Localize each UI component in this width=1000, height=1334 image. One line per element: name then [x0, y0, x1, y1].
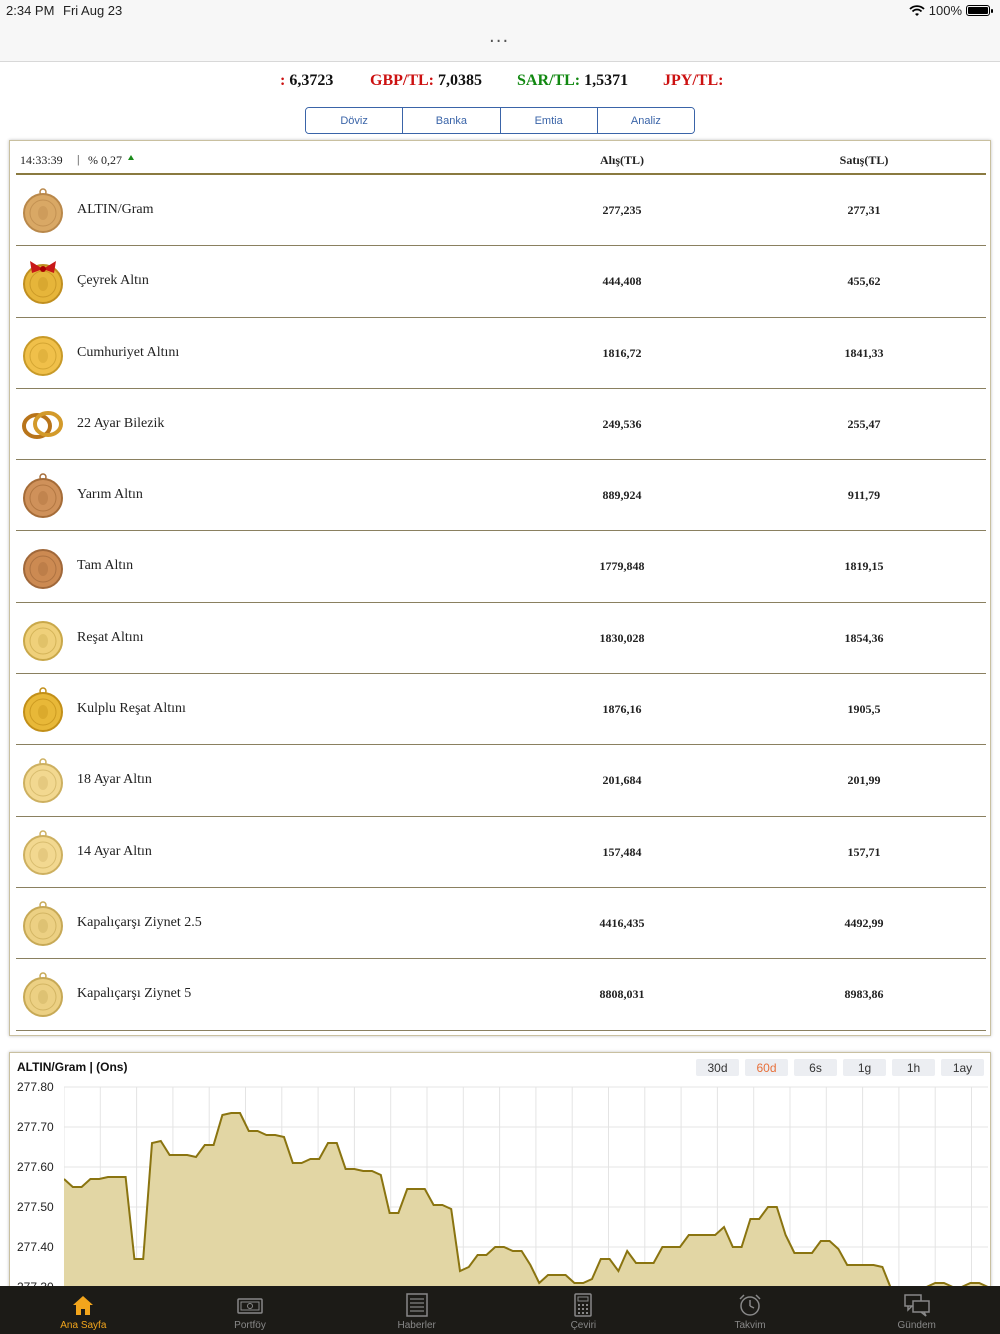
ticker-value: 1,5371	[584, 72, 629, 89]
resat-gold-coin-icon	[20, 616, 66, 662]
table-row[interactable]	[16, 246, 986, 317]
bottom-tab-bar	[0, 1286, 1000, 1334]
14k-gold-coin-icon	[20, 830, 66, 876]
sell-price: 455,62	[847, 274, 881, 289]
ticker-label: GBP/TL:	[370, 72, 435, 89]
table-header	[16, 141, 986, 175]
alarm-clock-icon	[737, 1293, 763, 1317]
tab-takvim[interactable]	[667, 1286, 834, 1334]
segment-banka[interactable]: Banka	[403, 108, 500, 133]
tab-label: Haberler	[397, 1320, 436, 1331]
buy-price: 8808,031	[599, 987, 645, 1002]
status-right	[909, 3, 990, 18]
battery-percent: 100%	[928, 3, 962, 18]
change-percent: % 0,27	[88, 153, 122, 167]
table-row[interactable]	[16, 817, 986, 888]
range-button-60d[interactable]: 60d	[745, 1059, 788, 1076]
table-row[interactable]	[16, 959, 986, 1030]
column-header-sell: Satış(TL)	[839, 153, 889, 167]
ticker-label: SAR/TL:	[517, 72, 581, 89]
range-selector	[696, 1059, 984, 1076]
instrument-name: 22 Ayar Bilezik	[77, 415, 165, 431]
y-tick-label: 277.60	[17, 1160, 54, 1174]
category-segmented-control	[305, 107, 695, 134]
instrument-name: Yarım Altın	[77, 487, 143, 503]
instrument-name: ALTIN/Gram	[77, 202, 154, 217]
price-chart-panel	[9, 1052, 991, 1292]
y-axis-area	[10, 1079, 64, 1292]
table-row[interactable]	[16, 888, 986, 959]
buy-price: 201,684	[602, 773, 642, 788]
ticker-label: :	[280, 72, 286, 89]
range-button-1h[interactable]: 1h	[892, 1059, 935, 1076]
quarter-gold-ribbon-icon	[20, 259, 66, 305]
gold-bracelet-icon	[20, 402, 66, 448]
table-row[interactable]	[16, 531, 986, 602]
tab-label: Takvim	[734, 1320, 766, 1331]
table-row[interactable]	[16, 745, 986, 816]
sell-price: 1841,33	[844, 345, 884, 360]
header-separator: |	[77, 152, 80, 166]
segment-doviz[interactable]: Döviz	[306, 108, 403, 133]
instrument-name: 14 Ayar Altın	[77, 843, 152, 859]
instrument-name: Kapalıçarşı Ziynet 2.5	[77, 914, 202, 930]
status-time: 2:34 PM	[6, 3, 55, 18]
tab-label: Gündem	[897, 1320, 936, 1331]
buy-price: 1816,72	[602, 345, 642, 360]
table-row[interactable]	[16, 603, 986, 674]
tab-label: Ana Sayfa	[60, 1320, 107, 1331]
sell-price: 157,71	[847, 844, 881, 859]
range-button-30d[interactable]: 30d	[696, 1059, 739, 1076]
sell-price: 255,47	[847, 416, 881, 431]
table-row[interactable]	[16, 318, 986, 389]
tab-label: Çeviri	[570, 1320, 597, 1331]
tab-label: Portföy	[234, 1320, 266, 1331]
wifi-icon	[909, 5, 925, 17]
table-row[interactable]	[16, 460, 986, 531]
range-button-1ay[interactable]: 1ay	[941, 1059, 984, 1076]
news-icon	[404, 1293, 430, 1317]
half-gold-coin-icon	[20, 473, 66, 519]
tab-haberler[interactable]	[333, 1286, 500, 1334]
ticker-item	[280, 72, 333, 90]
ticker-value: 6,3723	[289, 72, 334, 89]
currency-ticker	[0, 70, 1000, 94]
gold-price-table	[9, 140, 991, 1036]
buy-price: 249,536	[602, 416, 642, 431]
ticker-item	[663, 72, 723, 90]
sell-price: 277,31	[847, 203, 881, 217]
sell-price: 911,79	[847, 488, 881, 503]
calculator-icon	[570, 1293, 596, 1317]
full-gold-coin-icon	[20, 544, 66, 590]
home-icon	[70, 1293, 96, 1317]
instrument-name: Kulplu Reşat Altını	[77, 701, 186, 717]
tab-ana-sayfa[interactable]	[0, 1286, 167, 1334]
portfolio-icon	[237, 1293, 263, 1317]
status-bar	[0, 0, 1000, 20]
instrument-name: 18 Ayar Altın	[77, 772, 152, 788]
tab-portfoy[interactable]	[167, 1286, 334, 1334]
gram-gold-pendant-icon	[20, 188, 66, 234]
y-tick-label: 277.70	[17, 1120, 54, 1134]
column-header-buy: Alış(TL)	[599, 153, 645, 167]
table-row[interactable]	[16, 175, 986, 246]
price-area-chart	[10, 1053, 991, 1292]
range-button-6s[interactable]: 6s	[794, 1059, 837, 1076]
status-date: Fri Aug 23	[63, 3, 123, 18]
buy-price: 4416,435	[599, 915, 645, 930]
y-tick-label: 277.40	[17, 1240, 54, 1254]
table-row[interactable]	[16, 674, 986, 745]
buy-price: 277,235	[602, 203, 642, 217]
ticker-item	[517, 72, 628, 90]
ticker-value: 7,0385	[438, 72, 483, 89]
ziynet-gold-coin-icon	[20, 972, 66, 1018]
segment-emtia[interactable]: Emtia	[501, 108, 598, 133]
tab-gundem[interactable]	[833, 1286, 1000, 1334]
buy-price: 1876,16	[602, 702, 642, 717]
buy-price: 444,408	[602, 274, 642, 289]
table-row[interactable]	[16, 389, 986, 460]
segment-analiz[interactable]: Analiz	[598, 108, 694, 133]
ticker-item	[370, 72, 482, 90]
instrument-name: Çeyrek Altın	[77, 273, 149, 289]
battery-icon	[966, 5, 990, 16]
y-tick-label: 277.50	[17, 1200, 54, 1214]
instrument-name: Cumhuriyet Altını	[77, 344, 180, 360]
nav-header	[0, 20, 1000, 62]
buy-price: 1779,848	[599, 559, 645, 574]
republic-gold-coin-icon	[20, 331, 66, 377]
sell-price: 1905,5	[847, 702, 881, 717]
table-rows	[16, 175, 986, 1031]
up-arrow-icon	[128, 155, 134, 160]
18k-gold-coin-icon	[20, 758, 66, 804]
sell-price: 4492,99	[844, 915, 884, 930]
buy-price: 889,924	[602, 488, 642, 503]
handled-resat-gold-icon	[20, 687, 66, 733]
more-menu-icon[interactable]: ...	[489, 26, 510, 47]
sell-price: 201,99	[847, 773, 881, 788]
range-button-1g[interactable]: 1g	[843, 1059, 886, 1076]
sell-price: 1819,15	[844, 559, 884, 574]
chart-title: ALTIN/Gram | (Ons)	[17, 1060, 128, 1074]
tab-ceviri[interactable]	[500, 1286, 667, 1334]
buy-price: 157,484	[602, 844, 642, 859]
chat-bubbles-icon	[904, 1293, 930, 1317]
sell-price: 1854,36	[844, 630, 884, 645]
instrument-name: Tam Altın	[77, 558, 134, 574]
instrument-name: Kapalıçarşı Ziynet 5	[77, 986, 192, 1002]
update-time: 14:33:39	[20, 153, 63, 167]
y-tick-label: 277.80	[17, 1080, 54, 1094]
ticker-label: JPY/TL:	[663, 72, 724, 89]
sell-price: 8983,86	[844, 987, 884, 1002]
ziynet-gold-coin-icon	[20, 901, 66, 947]
instrument-name: Reşat Altını	[77, 629, 144, 645]
buy-price: 1830,028	[599, 630, 645, 645]
